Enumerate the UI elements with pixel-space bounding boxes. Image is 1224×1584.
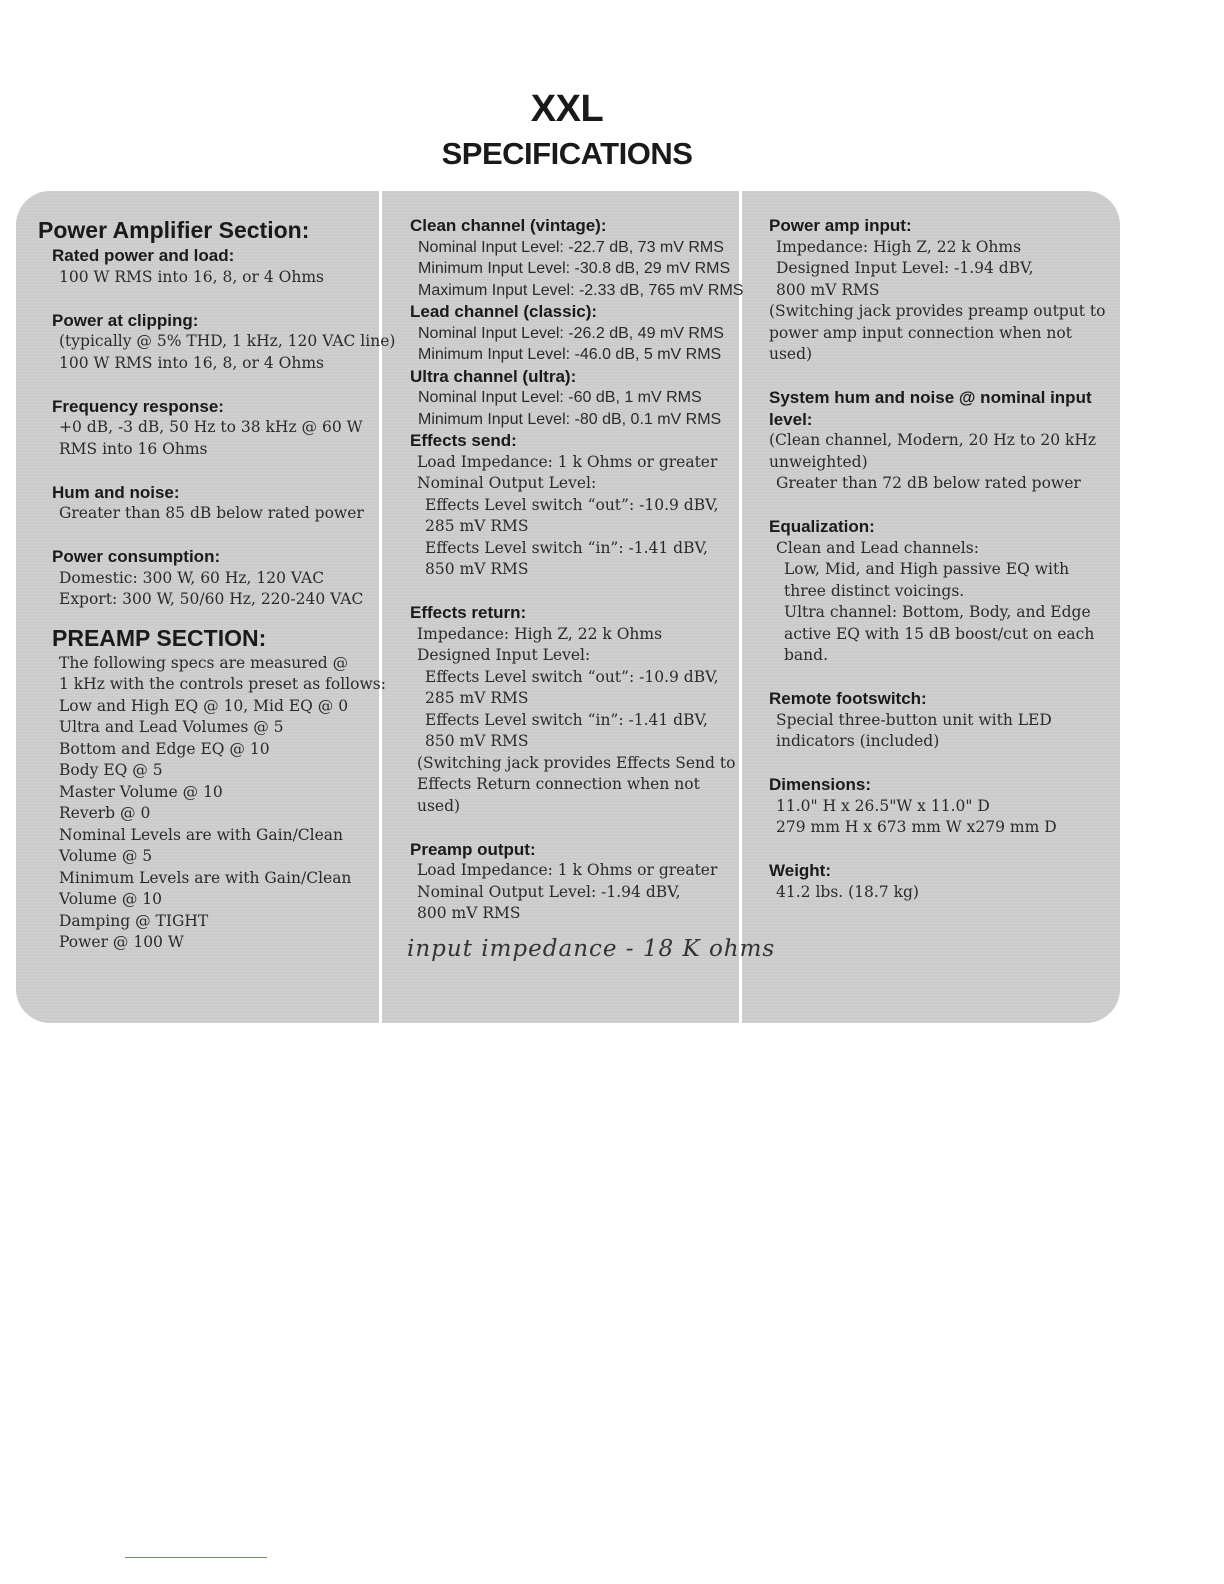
spec-line: Master Volume @ 10 bbox=[59, 782, 223, 801]
spec-heading: Power amp input: bbox=[769, 216, 912, 235]
spec-heading: level: bbox=[769, 409, 813, 429]
spec-line: Nominal Input Level: -22.7 dB, 73 mV RMS bbox=[418, 238, 724, 256]
spec-heading: Weight: bbox=[769, 861, 832, 880]
spec-line: Clean and Lead channels: bbox=[776, 538, 979, 557]
spec-heading: Rated power and load: bbox=[52, 246, 235, 265]
spec-line: Effects Level switch “out”: -10.9 dBV, bbox=[425, 495, 719, 514]
spec-line: 850 mV RMS bbox=[425, 560, 529, 578]
spec-line: Export: 300 W, 50/60 Hz, 220-240 VAC bbox=[59, 590, 364, 608]
spec-line: Minimum Levels are with Gain/Clean bbox=[59, 868, 352, 887]
spec-line: band. bbox=[784, 646, 828, 664]
spec-column-1 bbox=[38, 215, 396, 954]
spec-line: Nominal Output Level: bbox=[417, 474, 597, 492]
spec-line: Low and High EQ @ 10, Mid EQ @ 0 bbox=[59, 696, 349, 715]
spec-heading: Dimensions: bbox=[769, 775, 872, 794]
spec-heading: Frequency response: bbox=[52, 396, 224, 416]
model-title: XXL bbox=[530, 88, 604, 130]
spec-line: active EQ with 15 dB boost/cut on each bbox=[784, 624, 1095, 643]
spec-line: Load Impedance: 1 k Ohms or greater bbox=[417, 452, 718, 471]
spec-line: Nominal Input Level: -26.2 dB, 49 mV RMS bbox=[418, 324, 724, 342]
spec-heading: Clean channel (vintage): bbox=[410, 216, 607, 235]
spec-panel bbox=[16, 191, 1120, 1023]
spec-line: Special three-button unit with LED bbox=[776, 710, 1052, 729]
spec-line: Designed Input Level: bbox=[417, 646, 591, 664]
spec-line: 800 mV RMS bbox=[776, 280, 880, 299]
spec-line: Nominal Input Level: -60 dB, 1 mV RMS bbox=[418, 389, 702, 406]
spec-line: RMS into 16 Ohms bbox=[59, 439, 208, 458]
spec-line: Ultra and Lead Volumes @ 5 bbox=[59, 718, 284, 736]
spec-line: Bottom and Edge EQ @ 10 bbox=[59, 739, 270, 758]
spec-line: The following specs are measured @ bbox=[59, 653, 349, 672]
spec-line: Effects Return connection when not bbox=[417, 775, 700, 793]
spec-line: unweighted) bbox=[769, 452, 868, 471]
spec-line: 800 mV RMS bbox=[417, 904, 521, 922]
spec-line: Volume @ 5 bbox=[59, 847, 153, 865]
column-divider bbox=[739, 191, 742, 1023]
spec-line: Effects Level switch “out”: -10.9 dBV, bbox=[425, 667, 719, 686]
spec-line: Greater than 72 dB below rated power bbox=[776, 474, 1081, 492]
handwritten-note: input impedance - 18 K ohms bbox=[407, 936, 776, 962]
spec-line: Designed Input Level: -1.94 dBV, bbox=[776, 259, 1034, 277]
spec-heading: Preamp output: bbox=[410, 839, 536, 859]
spec-line: Domestic: 300 W, 60 Hz, 120 VAC bbox=[59, 568, 325, 587]
spec-heading: Equalization: bbox=[769, 517, 875, 536]
spec-line: three distinct voicings. bbox=[784, 581, 965, 600]
spec-line: Impedance: High Z, 22 k Ohms bbox=[417, 624, 663, 643]
spec-line: Load Impedance: 1 k Ohms or greater bbox=[417, 861, 718, 879]
spec-line: +0 dB, -3 dB, 50 Hz to 38 kHz @ 60 W bbox=[59, 418, 363, 436]
spec-line: Ultra channel: Bottom, Body, and Edge bbox=[784, 603, 1091, 621]
spec-line: Volume @ 10 bbox=[59, 890, 162, 908]
spec-heading: Lead channel (classic): bbox=[410, 302, 598, 321]
spec-heading: Ultra channel (ultra): bbox=[410, 366, 577, 386]
spec-line: 41.2 lbs. (18.7 kg) bbox=[776, 882, 919, 901]
spec-heading: Remote footswitch: bbox=[769, 689, 927, 708]
spec-column-2 bbox=[410, 215, 744, 925]
footer-rule bbox=[125, 1557, 267, 1558]
spec-line: Low, Mid, and High passive EQ with bbox=[784, 560, 1070, 578]
spec-column-3 bbox=[769, 215, 1114, 903]
spec-line: used) bbox=[417, 796, 461, 815]
spec-line: 11.0" H x 26.5"W x 11.0" D bbox=[776, 796, 990, 815]
spec-line: Power @ 100 W bbox=[59, 933, 184, 951]
spec-heading: Hum and noise: bbox=[52, 482, 180, 502]
column-divider bbox=[379, 191, 382, 1023]
spec-line: power amp input connection when not bbox=[769, 323, 1072, 342]
spec-line: 279 mm H x 673 mm W x279 mm D bbox=[776, 818, 1057, 836]
spec-line: Damping @ TIGHT bbox=[59, 911, 209, 930]
spec-line: (Switching jack provides preamp output to bbox=[769, 302, 1106, 320]
spec-line: Minimum Input Level: -80 dB, 0.1 mV RMS bbox=[418, 410, 722, 428]
spec-line: (typically @ 5% THD, 1 kHz, 120 VAC line) bbox=[59, 332, 396, 350]
spec-line: 100 W RMS into 16, 8, or 4 Ohms bbox=[59, 267, 324, 286]
spec-line: Minimum Input Level: -30.8 dB, 29 mV RMS bbox=[418, 260, 731, 277]
spec-line: Greater than 85 dB below rated power bbox=[59, 504, 364, 522]
spec-line: Effects Level switch “in”: -1.41 dBV, bbox=[425, 538, 708, 557]
spec-line: 285 mV RMS bbox=[425, 689, 529, 707]
spec-line: Effects Level switch “in”: -1.41 dBV, bbox=[425, 710, 708, 729]
spec-line: Minimum Input Level: -46.0 dB, 5 mV RMS bbox=[418, 346, 722, 363]
page-title: SPECIFICATIONS bbox=[441, 136, 693, 171]
spec-heading: Power consumption: bbox=[52, 547, 221, 566]
spec-line: 285 mV RMS bbox=[425, 517, 529, 535]
section-heading: Power Amplifier Section: bbox=[38, 217, 310, 243]
spec-line: 1 kHz with the controls preset as follows: bbox=[59, 675, 386, 693]
spec-line: Nominal Levels are with Gain/Clean bbox=[59, 825, 344, 844]
spec-line: Reverb @ 0 bbox=[59, 804, 151, 822]
spec-line: Impedance: High Z, 22 k Ohms bbox=[776, 237, 1022, 256]
spec-line: (Clean channel, Modern, 20 Hz to 20 kHz bbox=[769, 431, 1097, 449]
spec-heading: Effects send: bbox=[410, 431, 517, 450]
spec-line: used) bbox=[769, 345, 813, 363]
spec-heading: System hum and noise @ nominal input bbox=[769, 388, 1092, 407]
spec-line: Maximum Input Level: -2.33 dB, 765 mV RMS bbox=[418, 281, 744, 299]
spec-heading: Effects return: bbox=[410, 603, 527, 622]
section-heading: PREAMP SECTION: bbox=[52, 624, 267, 651]
spec-line: indicators (included) bbox=[776, 732, 940, 750]
spec-line: Body EQ @ 5 bbox=[59, 761, 163, 779]
spec-line: 850 mV RMS bbox=[425, 732, 529, 750]
spec-line: (Switching jack provides Effects Send to bbox=[417, 753, 736, 772]
spec-line: 100 W RMS into 16, 8, or 4 Ohms bbox=[59, 353, 324, 372]
spec-line: Nominal Output Level: -1.94 dBV, bbox=[417, 882, 681, 901]
spec-heading: Power at clipping: bbox=[52, 310, 199, 330]
